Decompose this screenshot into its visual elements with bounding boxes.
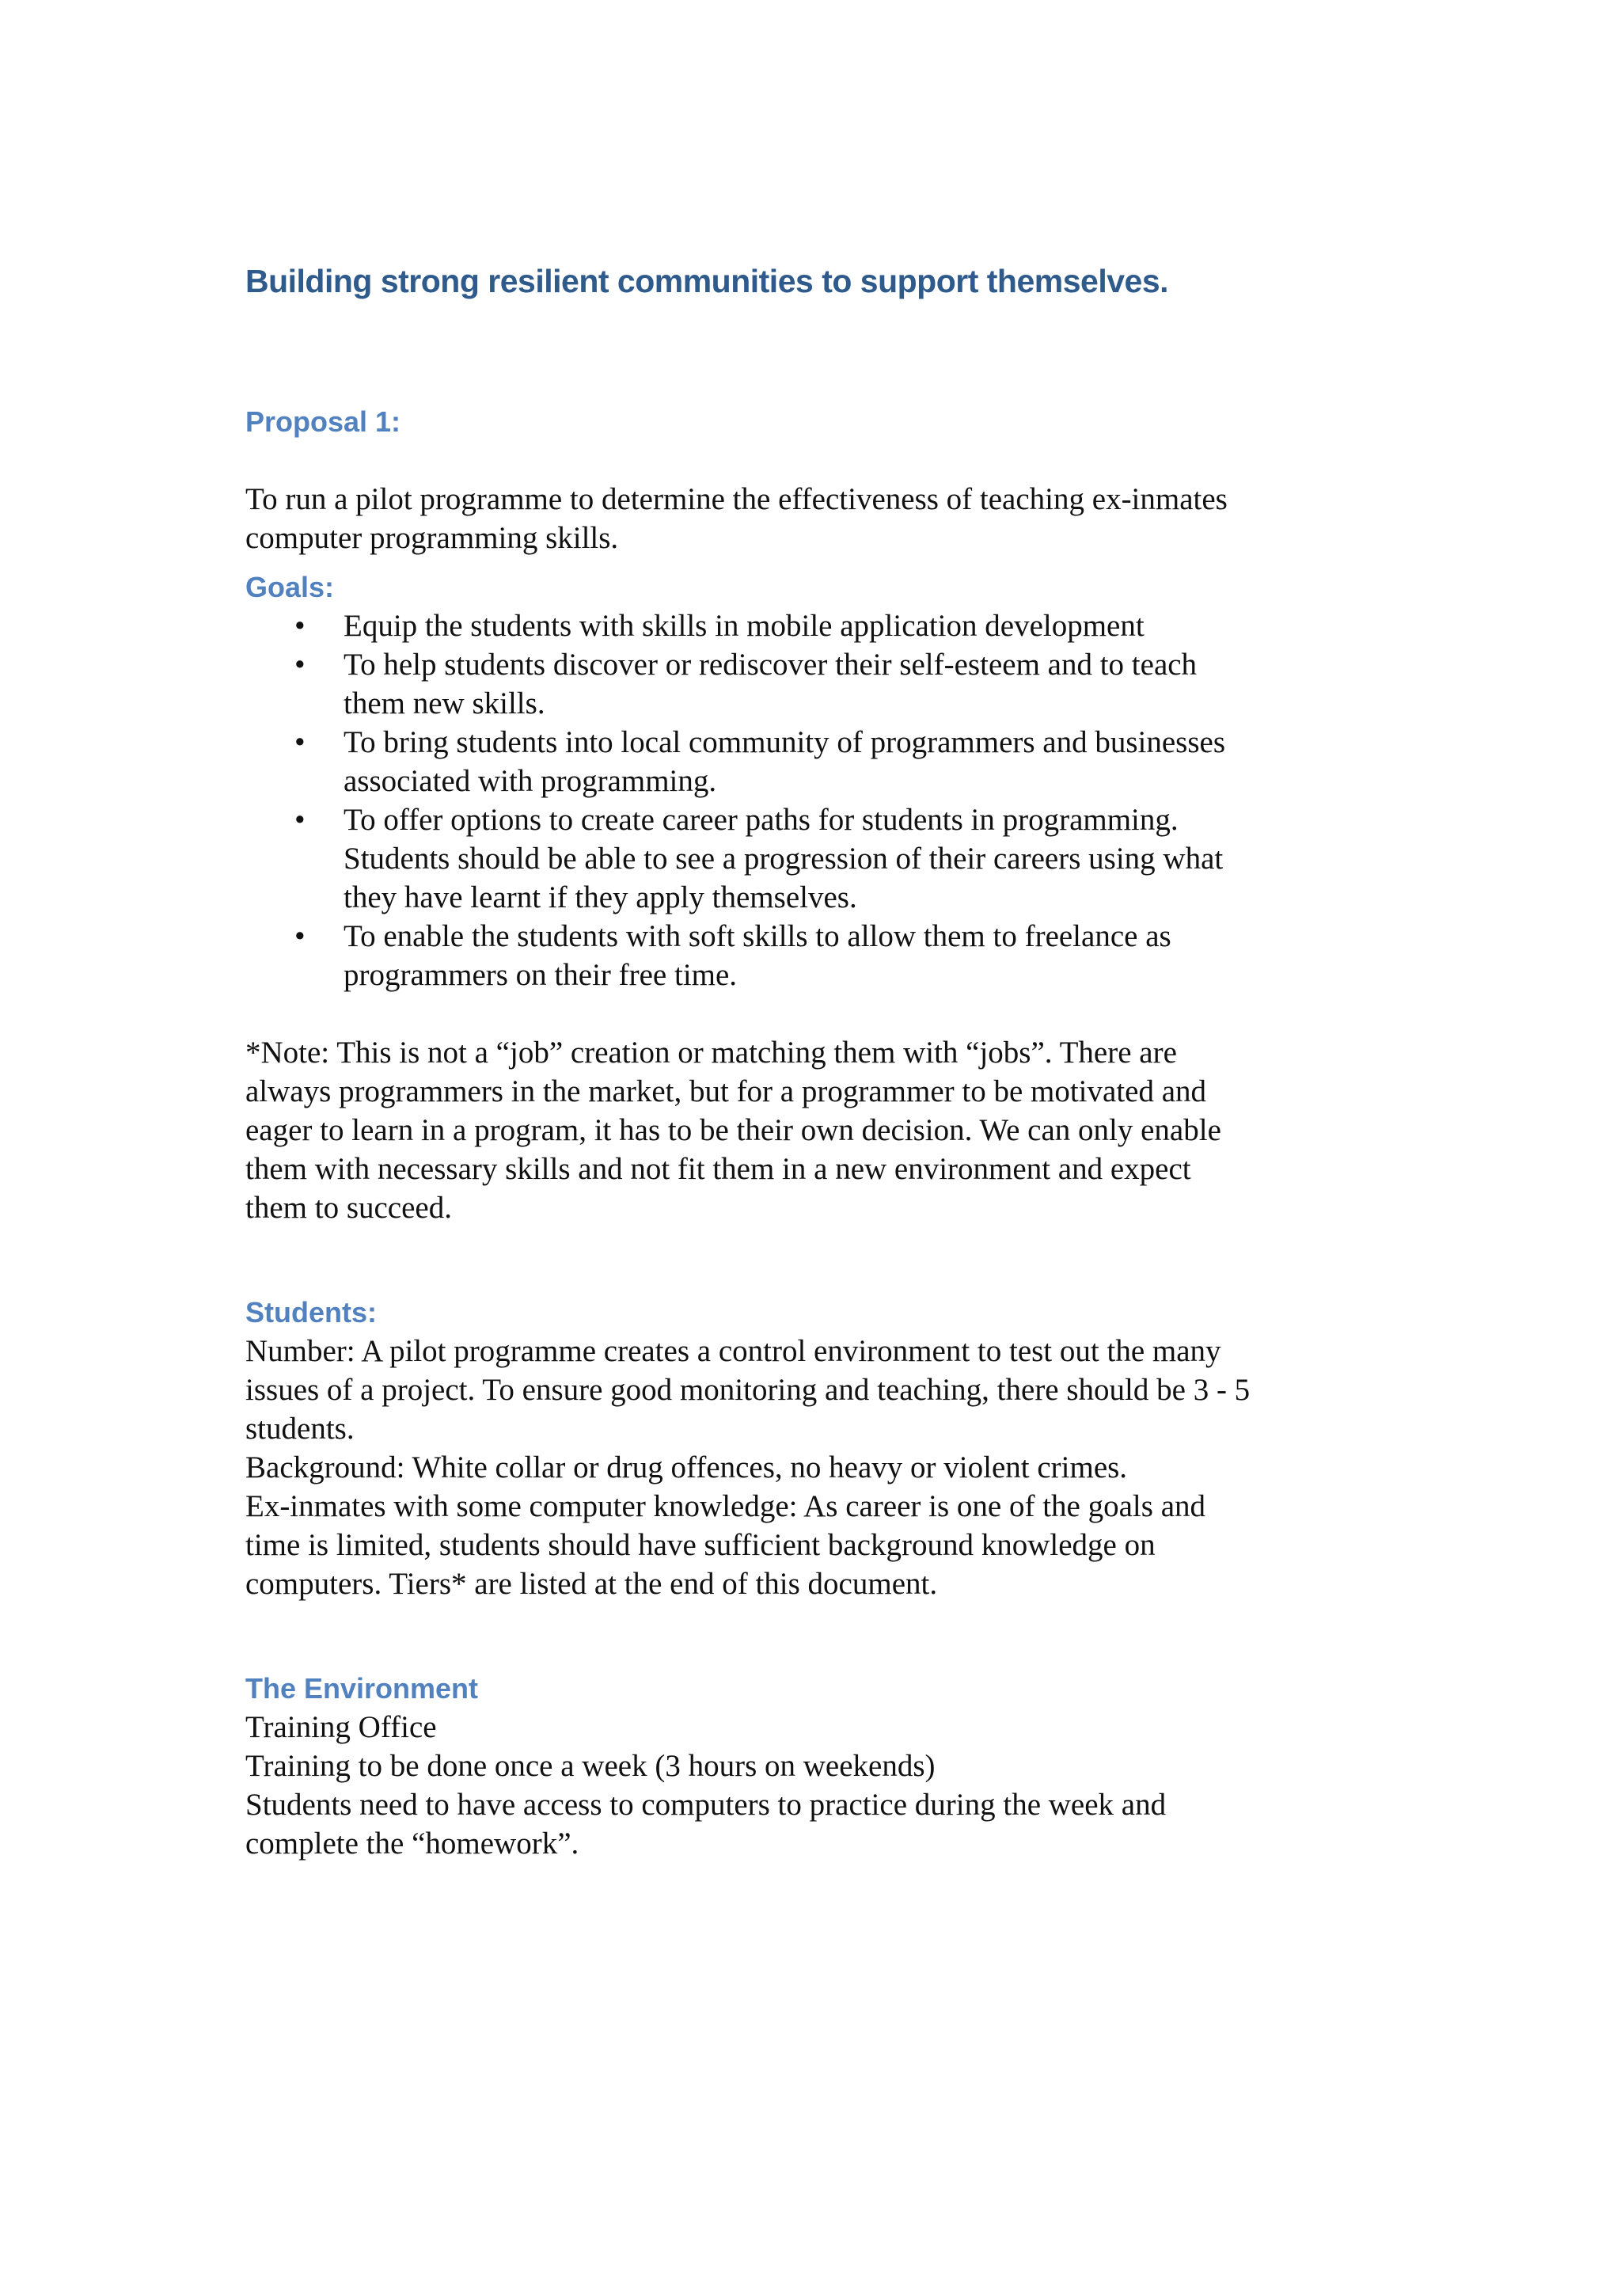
environment-line: complete the “homework”. (245, 1827, 579, 1861)
goal-line: To bring students into local community of programmers and businesses (344, 725, 1226, 759)
note-line: them with necessary skills and not fit them in a new environment and expect (245, 1152, 1191, 1186)
environment-line: Training Office (245, 1710, 437, 1744)
bullet-icon: • (294, 725, 306, 759)
note-line: always programmers in the market, but for a programmer to be motivated and (245, 1074, 1207, 1108)
spacer (245, 441, 1393, 480)
note-paragraph (245, 1033, 1393, 1227)
environment-heading: The Environment (245, 1672, 479, 1705)
proposal-heading: Proposal 1: (245, 405, 401, 438)
list-item (245, 800, 1393, 917)
goal-line: they have learnt if they apply themselves. (344, 880, 857, 914)
list-item (245, 606, 1393, 645)
goal-line: To offer options to create career paths for students in programming. (344, 803, 1179, 837)
proposal-text (245, 480, 1393, 557)
spacer (245, 1227, 1393, 1294)
bullet-icon: • (294, 919, 306, 953)
list-item (245, 645, 1393, 723)
spacer (245, 1603, 1393, 1670)
goal-line: programmers on their free time. (344, 958, 738, 992)
note-line: them to succeed. (245, 1191, 452, 1225)
bullet-icon: • (294, 609, 306, 643)
students-line: Ex-inmates with some computer knowledge: As career is one of the goals and (245, 1489, 1205, 1523)
goals-list (245, 606, 1393, 994)
list-item (245, 723, 1393, 800)
proposal-text-line: To run a pilot programme to determine the effectiveness of teaching ex-inmates (245, 482, 1228, 516)
students-line: Background: White collar or drug offences, no heavy or violent crimes. (245, 1450, 1128, 1484)
list-item (245, 917, 1393, 994)
goal-line: Equip the students with skills in mobile application development (344, 609, 1145, 643)
goal-line: To help students discover or rediscover their self-esteem and to teach (344, 648, 1198, 682)
proposal-text-line: computer programming skills. (245, 521, 619, 555)
document-title: Building strong resilient communities to support themselves. (245, 263, 1169, 299)
goal-line: associated with programming. (344, 764, 717, 798)
students-line: students. (245, 1412, 355, 1446)
students-line: issues of a project. To ensure good monitoring and teaching, there should be 3 - 5 (245, 1373, 1251, 1407)
goal-line: them new skills. (344, 686, 545, 720)
goal-line: Students should be able to see a progression of their careers using what (344, 842, 1224, 876)
students-line: time is limited, students should have sufficient background knowledge on (245, 1528, 1156, 1562)
environment-line: Training to be done once a week (3 hours on weekends) (245, 1749, 936, 1783)
goal-line: To enable the students with soft skills to allow them to freelance as (344, 919, 1171, 953)
note-line: eager to learn in a program, it has to be their own decision. We can only enable (245, 1113, 1221, 1147)
students-line: Number: A pilot programme creates a control environment to test out the many (245, 1334, 1221, 1368)
spacer (245, 301, 1393, 403)
spacer (245, 994, 1393, 1033)
students-line: computers. Tiers* are listed at the end of this document. (245, 1567, 938, 1601)
students-paragraph (245, 1332, 1393, 1603)
goals-heading: Goals: (245, 571, 335, 603)
environment-line: Students need to have access to computers to practice during the week and (245, 1788, 1167, 1822)
students-heading: Students: (245, 1296, 377, 1329)
bullet-icon: • (294, 648, 306, 682)
environment-paragraph (245, 1708, 1393, 1863)
note-line: *Note: This is not a “job” creation or matching them with “jobs”. There are (245, 1036, 1177, 1070)
bullet-icon: • (294, 803, 306, 837)
document-body (245, 261, 1393, 1863)
spacer (245, 557, 1393, 568)
